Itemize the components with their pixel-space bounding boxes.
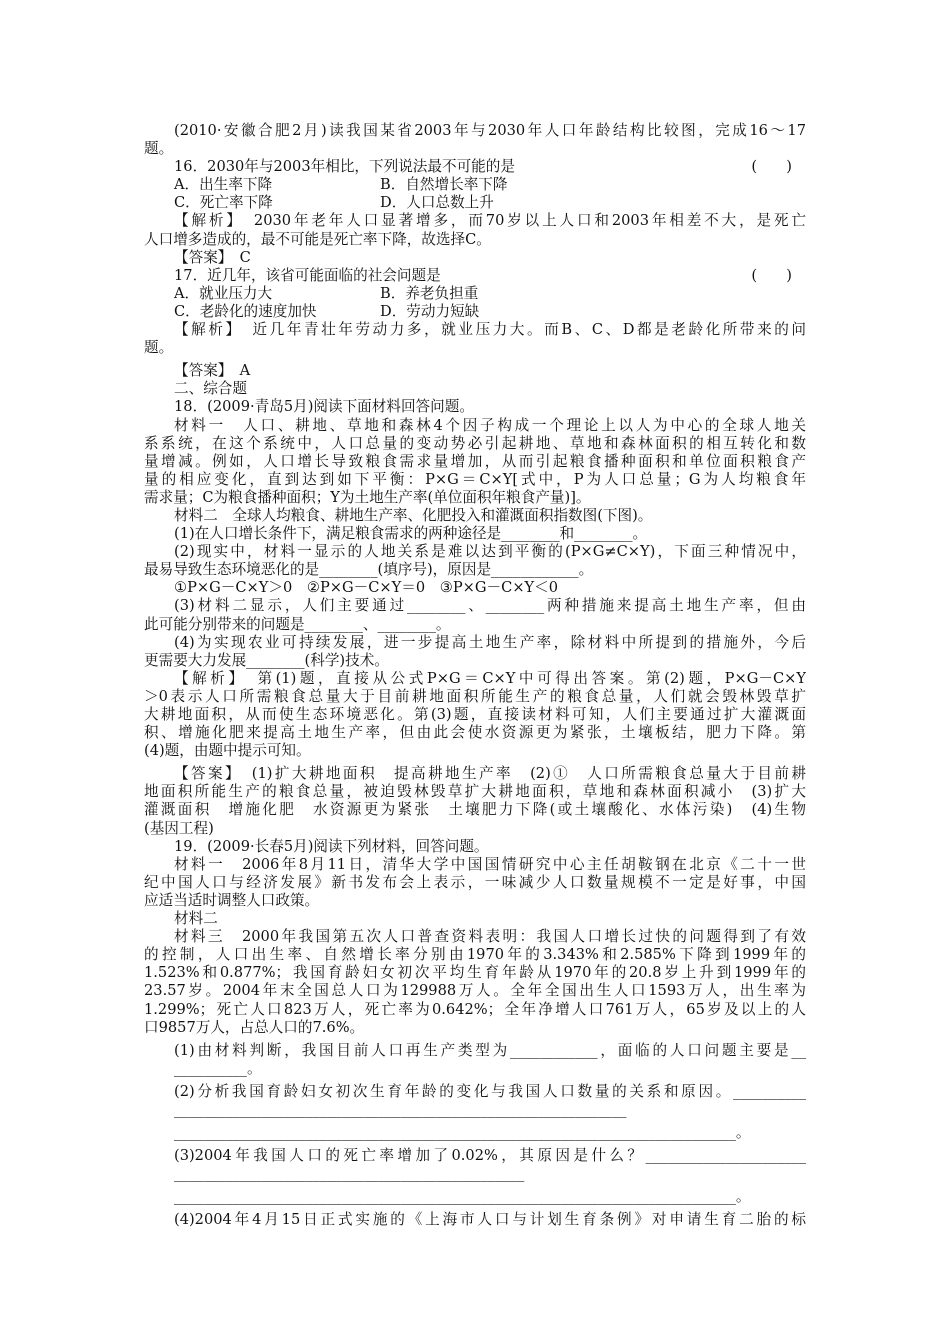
q19-part1-line-1: (1)由材料判断，我国目前人口再生产类型为____________，面临的人口问题主要是__: [174, 1041, 806, 1059]
section-heading: 二、综合题: [174, 380, 247, 398]
q19-material3-line-5: 1.299%；死亡人口823万人，死亡率为0.642%；全年净增人口761万人，65岁及以上的人: [144, 1000, 806, 1018]
q17-answer-paren: ( ): [751, 266, 792, 284]
q17-answer: 【答案】 A: [174, 362, 251, 380]
q19-part3-line-3: _____________________________________________________________________________。: [174, 1188, 751, 1206]
q17-options-row-1: [144, 285, 806, 303]
q18-analysis-line-3: 大耕地面积，从而使生态环境恶化。第(3)题，直接读材料可知，人们主要通过扩大灌溉面: [144, 706, 806, 723]
q18-part4-line-2: 更需要大力发展________(科学)技术。: [144, 651, 389, 669]
q17-option-c: C．老龄化的速度加快: [174, 302, 317, 320]
q19-material1-line-3: 应适当适时调整人口政策。: [144, 891, 320, 909]
q18-answer-line-1: 【答案】 (1)扩大耕地面积 提高耕地生产率 (2)① 人口所需粮食总量大于目前耕: [174, 765, 806, 783]
document-page: [144, 122, 806, 1230]
q18-analysis-line-1: 【解析】 第(1)题，直接从公式P×G＝C×Y中可得出答案。第(2)题，P×G－C×Y: [174, 669, 806, 687]
q19-part3-line-1: (3)2004年我国人口的死亡率增加了0.02%，其原因是什么？______________________: [174, 1147, 806, 1165]
q16-option-a: A．出生率下降: [174, 176, 273, 194]
q18-material1-line-1: 材料一 人口、耕地、草地和森林4个因子构成一个理论上以人为中心的全球人地关: [174, 416, 806, 434]
q19-part3-line-2: ________________________________________________: [174, 1165, 525, 1183]
q19-material3-line-3: 1.523%和0.877%；我国育龄妇女初次平均生育年龄从1970年的20.8岁上升到1999年的: [144, 964, 806, 982]
q17-analysis-line-1: 【解析】 近几年青壮年劳动力多，就业压力大。而B、C、D都是老龄化所带来的问: [174, 321, 806, 339]
q19-material3-line-6: 口9857万人，占总人口的7.6%。: [144, 1018, 365, 1036]
q19-material1-line-1: 材料一 2006年8月11日，清华大学中国国情研究中心主任胡鞍钢在北京《二十一世: [174, 855, 806, 873]
q19-material1-line-2: 纪中国人口与经济发展》新书发布会上表示，一味减少人口数量规模不一定是好事，中国: [144, 873, 806, 891]
q19-part4-line-1: (4)2004年4月15日正式实施的《上海市人口与计划生育条例》对申请生育二胎的标: [174, 1211, 806, 1229]
q17-options-row-2: [144, 303, 806, 321]
intro-line-1: (2010·安徽合肥2月)读我国某省2003年与2030年人口年龄结构比较图，完成16～17: [174, 122, 806, 139]
q19-part1-line-2: __________。: [174, 1059, 262, 1077]
q19-stem: 19．(2009·长春5月)阅读下列材料，回答问题。: [174, 837, 489, 855]
q18-analysis-line-2: ＞0表示人口所需粮食总量大于目前耕地面积所能生产的粮食总量，人们就会毁林毁草扩: [144, 687, 806, 705]
q18-part1: (1)在人口增长条件下，满足粮食需求的两种途径是________和________。: [174, 525, 648, 543]
q18-answer-line-2: 地面积所能生产的粮食总量，被迫毁林毁草扩大耕地面积，草地和森林面积减小 (3)扩大: [144, 783, 806, 801]
q17-stem: 17．近几年，该省可能面临的社会问题是: [174, 266, 441, 284]
q19-material3-line-2: 的控制，人口出生率、自然增长率分别由1970年的3.343%和2.585%下降到1999年的: [144, 946, 806, 964]
q16-options-row-1: [144, 176, 806, 194]
q18-part2-options: ①P×G－C×Y＞0 ②P×G－C×Y＝0 ③P×G－C×Y＜0: [174, 579, 559, 597]
q19-part2-line-3: _____________________________________________________________________________。: [174, 1124, 751, 1142]
q18-material1-line-2: 系系统，在这个系统中，人口总量的变动势必引起耕地、草地和森林面积的相互转化和数: [144, 434, 806, 452]
q18-part3-line-2: 此可能分别带来的问题是________、________。: [144, 615, 451, 633]
q18-material1-line-3: 量增减。例如，人口增长导致粮食需求量增加，从而引起粮食播种面积和单位面积粮食产: [144, 452, 806, 470]
q19-material3-line-4: 23.57岁。2004年末全国总人口为129988万人。全年全国出生人口1593万人，出生率为: [144, 982, 806, 1000]
q16-option-c: C．死亡率下降: [174, 194, 273, 212]
q18-part3-line-1: (3)材料二显示，人们主要通过________、________两种措施来提高土地生产率，但由: [174, 597, 806, 615]
q18-analysis-line-5: (4)题，由题中提示可知。: [144, 742, 311, 760]
q19-material3-line-1: 材料三 2000年我国第五次人口普查资料表明：我国人口增长过快的问题得到了有效: [174, 928, 806, 946]
q17-analysis-line-2: 题。: [144, 339, 174, 357]
q18-part2-line-1: (2)现实中，材料一显示的人地关系是难以达到平衡的(P×G≠C×Y)，下面三种情况中，: [174, 543, 806, 561]
q18-stem: 18．(2009·青岛5月)阅读下面材料回答问题。: [174, 398, 474, 416]
q18-material1-line-5: 需求量；C为粮食播种面积；Y为土地生产率(单位面积年粮食产量)]。: [144, 488, 591, 506]
q18-analysis-line-4: 积、增施化肥来提高土地生产率，但由此会使水资源更为紧张，土壤板结，肥力下降。第: [144, 724, 806, 742]
q17-option-d: D．劳动力短缺: [380, 302, 480, 320]
q19-material2: 材料二: [174, 910, 218, 928]
q16-analysis-line-2: 人口增多造成的，最不可能是死亡率下降，故选择C。: [144, 230, 491, 248]
q16-option-d: D．人口总数上升: [380, 194, 494, 212]
q16-stem-line: [144, 158, 806, 176]
q16-stem: 16．2030年与2003年相比，下列说法最不可能的是: [174, 158, 515, 176]
intro-line-2: 题。: [144, 140, 174, 158]
q16-answer-paren: ( ): [751, 158, 792, 176]
q19-part2-line-1: (2)分析我国育龄妇女初次生育年龄的变化与我国人口数量的关系和原因。__________: [174, 1082, 806, 1100]
q18-answer-line-3: 灌溉面积 增施化肥 水资源更为紧张 土壤肥力下降(或土壤酸化、水体污染) (4)生物: [144, 801, 806, 819]
q18-answer-line-4: (基因工程): [144, 819, 214, 837]
q16-analysis-line-1: 【解析】 2030年老年人口显著增多，而70岁以上人口和2003年相差不大，是死亡: [174, 212, 806, 230]
q18-part2-line-2: 最易导致生态环境恶化的是________(填序号)，原因是____________。: [144, 561, 594, 579]
q18-material1-line-4: 量的相应变化，直到达到如下平衡：P×G＝C×Y[式中，P为人口总量；G为人均粮食年: [144, 470, 806, 488]
q16-options-row-2: [144, 194, 806, 212]
q16-answer: 【答案】 C: [174, 248, 251, 266]
q17-stem-line: [144, 267, 806, 285]
q17-option-a: A．就业压力大: [174, 284, 273, 302]
q18-part4-line-1: (4)为实现农业可持续发展，进一步提高土地生产率，除材料中所提到的措施外，今后: [174, 633, 806, 651]
q18-material2: 材料二 全球人均粮食、耕地生产率、化肥投入和灌溉面积指数图(下图)。: [174, 506, 653, 524]
q19-part2-line-2: ______________________________________________________________: [174, 1100, 627, 1118]
q17-option-b: B．养老负担重: [380, 284, 479, 302]
q16-option-b: B．自然增长率下降: [380, 176, 508, 194]
